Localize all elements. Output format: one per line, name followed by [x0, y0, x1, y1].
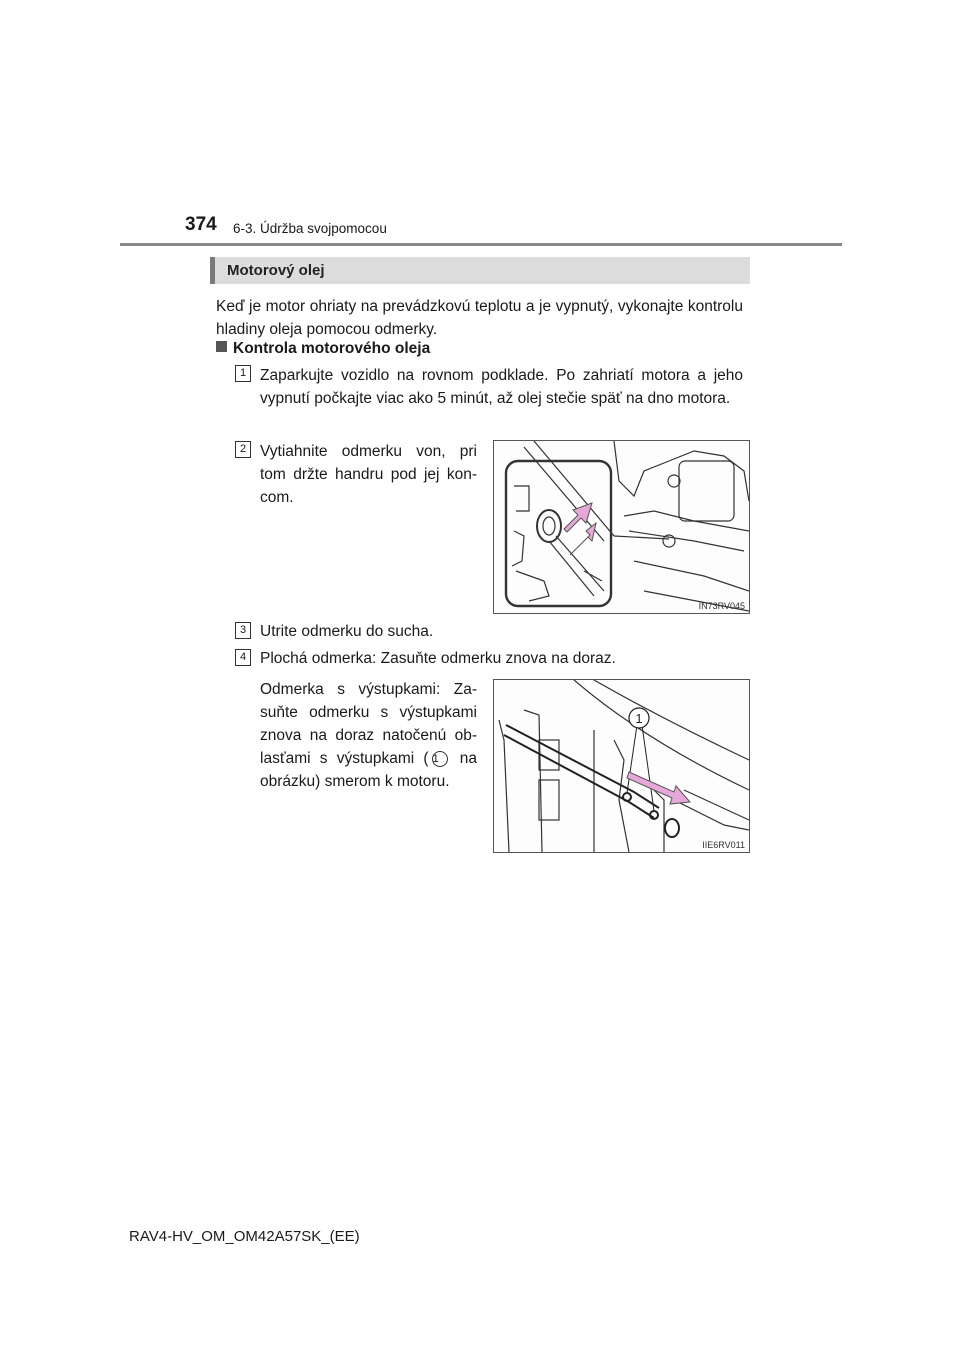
dipstick-protrusions-illustration — [494, 680, 749, 852]
section-title: Motorový olej — [227, 262, 325, 279]
header-rule — [120, 243, 842, 246]
intro-paragraph: Keď je motor ohriaty na prevádzkovú teplotu a je vypnutý, vykonajte kontrolu hladiny oleja pomocou odmerky. — [216, 298, 743, 338]
section-heading-bar — [210, 257, 750, 284]
step-text-3: Utrite odmerku do sucha. — [260, 623, 434, 640]
step-text-2: Vytiahnite odmerku von, pri tom držte handru pod jej kon-com. — [260, 443, 477, 506]
callout-1-inline: 1 — [432, 751, 448, 767]
subsection-title: Kontrola motorového oleja — [233, 340, 431, 357]
step-4-extra-paragraph — [260, 678, 477, 793]
step-number-2: 2 — [235, 441, 251, 458]
chapter-title: 6-3. Údržba svojpomocou — [233, 221, 387, 236]
square-bullet-icon — [216, 341, 227, 352]
dipstick-pull-figure — [493, 440, 750, 614]
pull-direction-arrow — [564, 503, 596, 555]
step-number-4: 4 — [235, 649, 251, 666]
step-text-4: Plochá odmerka: Zasuňte odmerku znova na doraz. — [260, 650, 616, 667]
figure-code: IN73RV045 — [698, 601, 745, 611]
step-text-1: Zaparkujte vozidlo na rovnom podklade. Po zahriatí motora a jeho vypnutí počkajte viac ako 5 minút, až olej stečie späť na dno motora. — [260, 367, 743, 407]
dipstick-insert-figure — [493, 679, 750, 853]
insert-direction-arrow — [627, 772, 690, 804]
subsection-heading — [216, 340, 430, 358]
page-number: 374 — [185, 214, 217, 235]
step-4-extra-text-before: Odmerka s výstupkami: Za-suňte odmerku s výstupkami znova na doraz natočenú ob-lasťami s výstupkami ( — [260, 681, 477, 767]
step-4-extra-text-after: na obrázku) smerom k motoru. — [260, 750, 477, 790]
figure-code: IIE6RV011 — [702, 840, 745, 850]
step-number-1: 1 — [235, 365, 251, 382]
engine-dipstick-illustration — [494, 441, 749, 613]
footer-document-id: RAV4-HV_OM_OM42A57SK_(EE) — [129, 1228, 360, 1245]
step-number-3: 3 — [235, 622, 251, 639]
callout-1-label: 1 — [635, 711, 643, 726]
